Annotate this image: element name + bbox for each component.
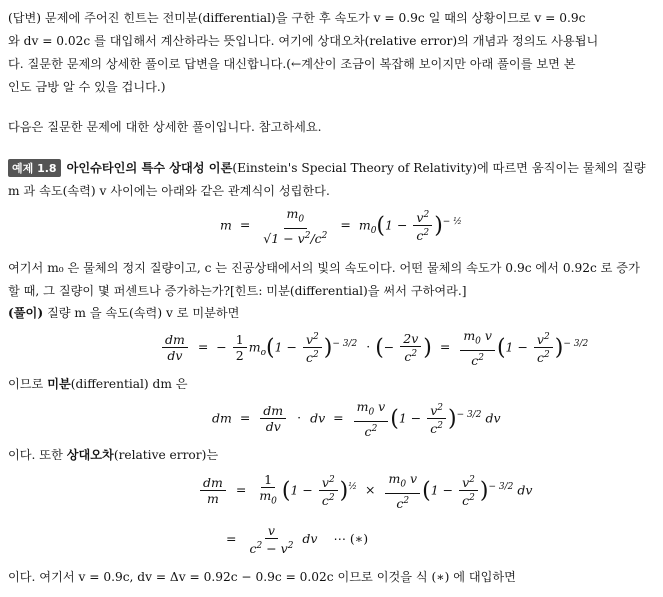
solution-line-4: 이다. 여기서 v = 0.9c, dv = Δv = 0.92c − 0.9c = 0.02c 이므로 이것을 식 (∗) 에 대입하면 [8, 570, 516, 584]
simplified-equation: = $\frac{v}{c^2 - v^2}$ dv ⋯ (∗) [226, 523, 369, 557]
differential-equation: dm = $\frac{dm}{dv}$ · dv = $\frac{m_0 v}{c^2}$ (1 − $\frac{v^2}{c^2}$ )$^{- 3/2}$ dv [212, 399, 501, 439]
answer-line-4: 인도 금방 알 수 있을 겁니다.) [8, 80, 166, 94]
relative-error-equation: $\frac{dm}{m}$ = $\frac{1}{m_0}$ (1 − $\frac{v^2}{c^2}$ )$^{\frac{1}{2}}$ × $\frac{m_0 v}{c^2}$ (1 − $\frac{v^2}{c^2}$ )$^{- 3/2}$ dv [198, 471, 532, 511]
solution-line-2-bold: 미분 [47, 377, 71, 391]
equation-star-label: ⋯ (∗) [333, 531, 369, 547]
solution-line-3-bold: 상대오차 [66, 448, 114, 462]
answer-line-1: (답변) 문제에 주어진 힌트는 전미분(differential)을 구한 후 속도가 v = 0.9c 일 때의 상황이므로 v = 0.9c [8, 11, 586, 25]
example-line-3: 여기서 m₀ 은 물체의 정지 질량이고, c 는 진공상태에서의 빛의 속도이다. 어떤 물체의 속도가 0.9c 에서 0.92c 로 증가 [8, 261, 640, 275]
intro-text: 다음은 질문한 문제에 대한 상세한 풀이입니다. 참고하세요. [8, 120, 322, 134]
solution-line-3 [8, 446, 218, 463]
solution-line-3-pre: 이다. 또한 [8, 448, 67, 462]
solution-label: (풀이) [8, 306, 44, 320]
solution-line-3-post: (relative error)는 [113, 448, 219, 462]
example-heading [8, 159, 646, 177]
solution-line-1-text: 질량 m 을 속도(속력) v 로 미분하면 [46, 306, 240, 320]
mass-equation: m = $\frac{m_0}{√1 - v^2/c^2}$ = $m_0(1$ − $\frac{v^2}{c^2}$ )$^{- \frac{1}{2}}$ [220, 206, 462, 246]
solution-line-2 [8, 375, 188, 392]
example-line-4: 할 때, 그 질량이 몇 퍼센트나 증가하는가?[힌트: 미분(differential)을 써서 구하여라.] [8, 284, 467, 298]
solution-line-2-post: (differential) dm 은 [70, 377, 188, 391]
example-title-bold: 아인슈타인의 특수 상대성 이론 [66, 161, 233, 175]
example-badge: 예제 1.8 [8, 159, 61, 177]
derivative-equation: $\frac{dm}{dv}$ = − $\frac{1}{2}$ $m_o(1$ − $\frac{v^2}{c^2}$ )$^{- 3/2}$ · (− $\frac{2v}{c^2}$ ) = $\frac{m_0 v}{c^2}$ (1 − $\frac{v^2}{c^2}$ )$^{- 3/2}$ [160, 328, 588, 368]
solution-line-2-pre: 이므로 [8, 377, 48, 391]
answer-line-2: 와 dv = 0.02c 를 대입해서 계산하라는 뜻입니다. 여기에 상대오차(relative error)의 개념과 정의도 사용됩니 [8, 34, 599, 48]
example-line-2: m 과 속도(속력) v 사이에는 아래와 같은 관계식이 성립한다. [8, 184, 330, 198]
answer-line-3: 다. 질문한 문제의 상세한 풀이로 답변을 대신합니다.(←계산이 조금이 복잡해 보이지만 아래 풀이를 보면 본 [8, 57, 576, 71]
example-title-rest: (Einstein's Special Theory of Relativity)에 따르면 움직이는 물체의 질량 [232, 161, 646, 175]
solution-line-1 [8, 304, 239, 321]
